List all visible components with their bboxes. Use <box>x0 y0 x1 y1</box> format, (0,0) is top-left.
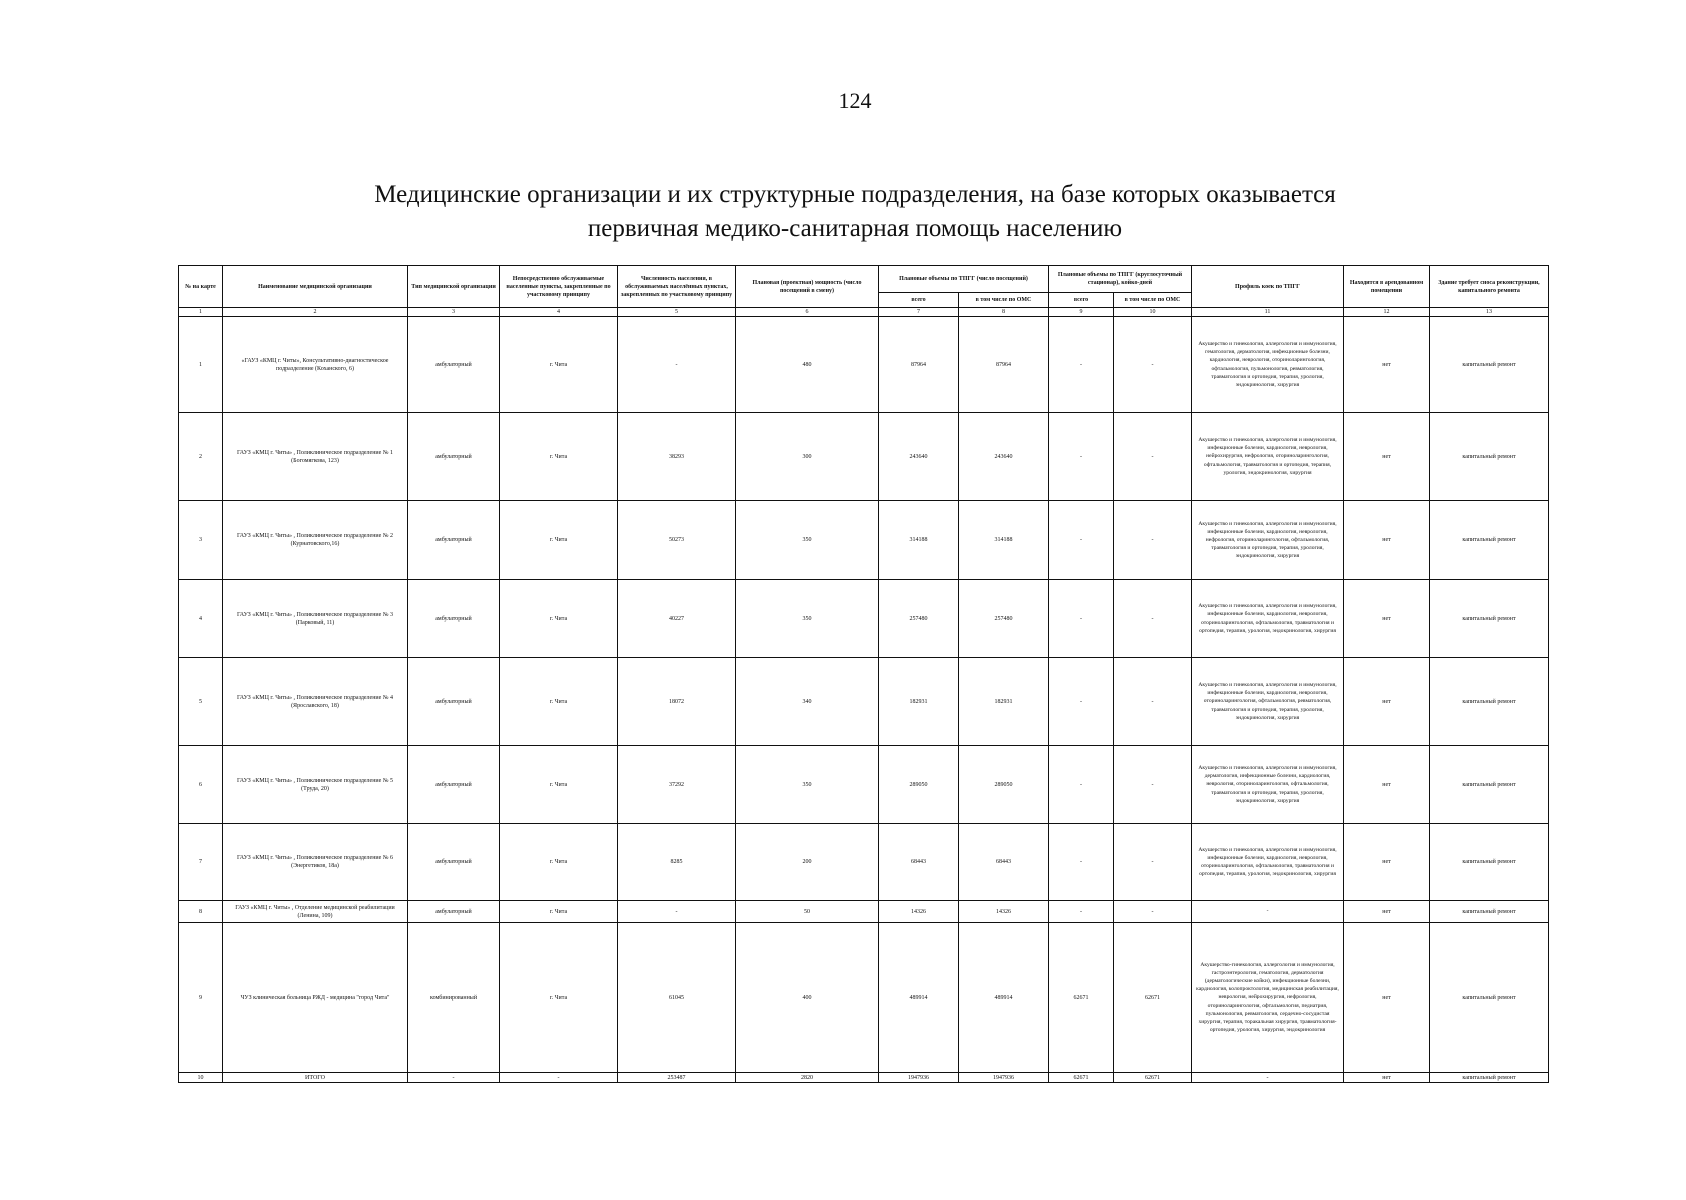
cell-capacity: 480 <box>736 317 879 413</box>
cell-rented: нет <box>1344 501 1430 580</box>
cell-visits-total: 87964 <box>879 317 959 413</box>
cell-capacity: 50 <box>736 901 879 923</box>
col-number: 8 <box>959 308 1049 317</box>
cell-beds-total: - <box>1049 501 1114 580</box>
cell-visits-oms: 257480 <box>959 580 1049 658</box>
header-repair: Здание требует сноса реконструкции, капитального ремонта <box>1430 266 1549 308</box>
cell-repair: капитальный ремонт <box>1430 1073 1549 1083</box>
cell-repair: капитальный ремонт <box>1430 746 1549 824</box>
cell-settlement: г. Чита <box>500 746 618 824</box>
col-number: 4 <box>500 308 618 317</box>
cell-population: - <box>618 901 736 923</box>
cell-beds-total: 62671 <box>1049 923 1114 1073</box>
cell-num: 8 <box>179 901 223 923</box>
cell-rented: нет <box>1344 901 1430 923</box>
cell-visits-total: 68443 <box>879 824 959 901</box>
cell-capacity: 200 <box>736 824 879 901</box>
cell-name: ГАУЗ «КМЦ г. Читы» , Поликлиническое подразделение № 6 (Энергетиков, 18а) <box>223 824 408 901</box>
header-settlements: Непосредственно обслуживаемые населенные пункты, закрепленные по участковому принципу <box>500 266 618 308</box>
cell-beds-oms: - <box>1114 658 1192 746</box>
header-beds-total: всего <box>1049 293 1114 308</box>
header-num: № на карте <box>179 266 223 308</box>
cell-capacity: 340 <box>736 658 879 746</box>
title-line-1: Медицинские организации и их структурные подразделения, на базе которых оказывается <box>374 181 1336 208</box>
col-number: 1 <box>179 308 223 317</box>
cell-repair: капитальный ремонт <box>1430 501 1549 580</box>
cell-repair: капитальный ремонт <box>1430 658 1549 746</box>
table-row <box>179 923 1549 1073</box>
cell-repair: капитальный ремонт <box>1430 413 1549 501</box>
organizations-table <box>178 265 1549 1083</box>
cell-population: 61045 <box>618 923 736 1073</box>
cell-population: 38293 <box>618 413 736 501</box>
cell-profile: Акушерство и гинекология, аллергология и иммунология, инфекционные болезни, кардиология, неврология, нефрология, оториноларингология, офтальмология, травматология и ортопедия, терапия, урология, эндокринология, хирургия <box>1192 501 1344 580</box>
cell-repair: капитальный ремонт <box>1430 580 1549 658</box>
cell-capacity: 400 <box>736 923 879 1073</box>
cell-profile: Акушерство и гинекология, аллергология и иммунология, гематология, дерматология, инфекционные болезни, кардиология, неврология, оториноларингология, офтальмология, пульмонология, ревматология, травматология и ортопедия, терапия, урология, эндокринология, хирургия <box>1192 317 1344 413</box>
cell-beds-total: - <box>1049 580 1114 658</box>
header-visits-group: Плановые объемы по ТПГГ (число посещений) <box>879 266 1049 293</box>
title-line-2: первичная медико-санитарная помощь населению <box>587 215 1123 242</box>
cell-num: 9 <box>179 923 223 1073</box>
header-rented: Находится в арендованном помещении <box>1344 266 1430 308</box>
cell-type: амбулаторный <box>408 746 500 824</box>
cell-type: амбулаторный <box>408 824 500 901</box>
cell-visits-oms: 14326 <box>959 901 1049 923</box>
header-name: Наименование медицинской организации <box>223 266 408 308</box>
cell-beds-oms: - <box>1114 501 1192 580</box>
cell-capacity: 350 <box>736 501 879 580</box>
cell-visits-oms: 314188 <box>959 501 1049 580</box>
cell-num: 1 <box>179 317 223 413</box>
cell-beds-total: - <box>1049 901 1114 923</box>
cell-name: ГАУЗ «КМЦ г. Читы» , Поликлиническое подразделение № 2 (Курнатовского,16) <box>223 501 408 580</box>
cell-population: 253487 <box>618 1073 736 1083</box>
cell-settlement: г. Чита <box>500 413 618 501</box>
document-title <box>0 178 1686 246</box>
cell-settlement: г. Чита <box>500 658 618 746</box>
header-profile: Профиль коек по ТПГГ <box>1192 266 1344 308</box>
header-visits-oms: в том числе по ОМС <box>959 293 1049 308</box>
cell-name: ГАУЗ «КМЦ г. Читы» , Поликлиническое подразделение № 3 (Парковый, 11) <box>223 580 408 658</box>
cell-rented: нет <box>1344 1073 1430 1083</box>
cell-visits-total: 182931 <box>879 658 959 746</box>
cell-name: ГАУЗ «КМЦ г. Читы» , Отделение медицинской реабилитации (Ленина, 109) <box>223 901 408 923</box>
col-number: 11 <box>1192 308 1344 317</box>
col-number: 3 <box>408 308 500 317</box>
cell-type: амбулаторный <box>408 658 500 746</box>
cell-profile: Акушерство и гинекология, аллергология и иммунология, инфекционные болезни, кардиология, неврология, оториноларингология, офтальмология, ревматология, травматология и ортопедия, терапия, урология, эндокринология, хирургия <box>1192 658 1344 746</box>
cell-num: 5 <box>179 658 223 746</box>
cell-beds-oms: - <box>1114 413 1192 501</box>
cell-rented: нет <box>1344 658 1430 746</box>
table-row <box>179 824 1549 901</box>
cell-name: ГАУЗ «КМЦ г. Читы» , Поликлиническое подразделение № 4 (Ярославского, 18) <box>223 658 408 746</box>
cell-visits-oms: 68443 <box>959 824 1049 901</box>
cell-beds-oms: - <box>1114 580 1192 658</box>
cell-visits-total: 14326 <box>879 901 959 923</box>
cell-profile: - <box>1192 1073 1344 1083</box>
cell-num: 3 <box>179 501 223 580</box>
table-row <box>179 658 1549 746</box>
cell-beds-total: - <box>1049 317 1114 413</box>
cell-visits-oms: 87964 <box>959 317 1049 413</box>
cell-settlement: г. Чита <box>500 824 618 901</box>
cell-beds-oms: 62671 <box>1114 1073 1192 1083</box>
cell-visits-total: 1947936 <box>879 1073 959 1083</box>
cell-visits-total: 489914 <box>879 923 959 1073</box>
table-row <box>179 501 1549 580</box>
header-type: Тип медицинской организации <box>408 266 500 308</box>
cell-beds-total: - <box>1049 658 1114 746</box>
cell-type: амбулаторный <box>408 901 500 923</box>
cell-beds-total: - <box>1049 746 1114 824</box>
col-number: 6 <box>736 308 879 317</box>
cell-beds-oms: - <box>1114 824 1192 901</box>
cell-repair: капитальный ремонт <box>1430 923 1549 1073</box>
cell-num: 4 <box>179 580 223 658</box>
organizations-table-container <box>178 265 1548 1083</box>
cell-beds-oms: - <box>1114 317 1192 413</box>
cell-type: амбулаторный <box>408 501 500 580</box>
cell-capacity: 350 <box>736 580 879 658</box>
cell-settlement: г. Чита <box>500 317 618 413</box>
cell-type: амбулаторный <box>408 580 500 658</box>
header-beds-oms: в том числе по ОМС <box>1114 293 1192 308</box>
cell-repair: капитальный ремонт <box>1430 317 1549 413</box>
cell-type: амбулаторный <box>408 317 500 413</box>
cell-name: ГАУЗ «КМЦ г. Читы» , Поликлиническое подразделение № 5 (Труда, 20) <box>223 746 408 824</box>
cell-settlement: - <box>500 1073 618 1083</box>
cell-profile: Акушерство и гинекология, аллергология и иммунология, инфекционные болезни, кардиология, неврология, оториноларингология, офтальмология, травматология и ортопедия, терапия, урология, эндокринология, хирургия <box>1192 824 1344 901</box>
cell-settlement: г. Чита <box>500 923 618 1073</box>
table-row <box>179 746 1549 824</box>
cell-population: 8285 <box>618 824 736 901</box>
cell-visits-total: 289050 <box>879 746 959 824</box>
cell-beds-oms: 62671 <box>1114 923 1192 1073</box>
col-number: 7 <box>879 308 959 317</box>
table-row <box>179 901 1549 923</box>
cell-repair: капитальный ремонт <box>1430 824 1549 901</box>
cell-name: ГАУЗ «КМЦ г. Читы» , Поликлиническое подразделение № 1 (Богомягкова, 123) <box>223 413 408 501</box>
cell-visits-oms: 489914 <box>959 923 1049 1073</box>
cell-type: амбулаторный <box>408 413 500 501</box>
cell-profile: Акушерство-гинекология, аллергология и иммунология, гастроэнтерология, гематология, дерматология (дерматологические койки), инфекционные болезни, кардиология, колопроктология, медицинская реабилитация, неврология, нейрохирургия, нефрология, оториноларингология, офтальмология, педиатрия, пульмонология, ревматология, сердечно-сосудистая хирургия, терапия, торакальная хирургия, травматология-ортопедия, урология, хирургия, эндокринология <box>1192 923 1344 1073</box>
cell-settlement: г. Чита <box>500 580 618 658</box>
table-row <box>179 317 1549 413</box>
table-row <box>179 413 1549 501</box>
cell-capacity: 300 <box>736 413 879 501</box>
cell-num: 10 <box>179 1073 223 1083</box>
cell-profile: Акушерство и гинекология, аллергология и иммунология, дерматология, инфекционные болезни, кардиология, неврология, оториноларингология, офтальмология, травматология и ортопедия, терапия, урология, эндокринология, хирургия <box>1192 746 1344 824</box>
column-number-row <box>179 308 1549 317</box>
cell-profile: - <box>1192 901 1344 923</box>
cell-num: 7 <box>179 824 223 901</box>
cell-settlement: г. Чита <box>500 901 618 923</box>
header-row <box>179 266 1549 293</box>
header-visits-total: всего <box>879 293 959 308</box>
cell-beds-oms: - <box>1114 901 1192 923</box>
cell-name: «ГАУЗ «КМЦ г. Читы», Консультативно-диагностическое подразделение (Коханского, 6) <box>223 317 408 413</box>
cell-population: 50273 <box>618 501 736 580</box>
cell-capacity: 350 <box>736 746 879 824</box>
cell-visits-total: 257480 <box>879 580 959 658</box>
col-number: 9 <box>1049 308 1114 317</box>
cell-population: 18072 <box>618 658 736 746</box>
col-number: 13 <box>1430 308 1549 317</box>
total-row <box>179 1073 1549 1083</box>
cell-name: ЧУЗ клиническая больница РЖД - медицина "город Чита" <box>223 923 408 1073</box>
cell-beds-oms: - <box>1114 746 1192 824</box>
cell-repair: капитальный ремонт <box>1430 901 1549 923</box>
cell-rented: нет <box>1344 317 1430 413</box>
cell-settlement: г. Чита <box>500 501 618 580</box>
cell-rented: нет <box>1344 413 1430 501</box>
cell-profile: Акушерство и гинекология, аллергология и иммунология, инфекционные болезни, кардиология, неврология, оториноларингология, офтальмология, травматология и ортопедия, терапия, урология, эндокринология, хирургия <box>1192 580 1344 658</box>
cell-type: комбинированный <box>408 923 500 1073</box>
cell-rented: нет <box>1344 923 1430 1073</box>
cell-beds-total: 62671 <box>1049 1073 1114 1083</box>
col-number: 10 <box>1114 308 1192 317</box>
col-number: 2 <box>223 308 408 317</box>
cell-beds-total: - <box>1049 413 1114 501</box>
col-number: 12 <box>1344 308 1430 317</box>
cell-type: - <box>408 1073 500 1083</box>
cell-population: 37292 <box>618 746 736 824</box>
cell-num: 2 <box>179 413 223 501</box>
cell-visits-total: 314188 <box>879 501 959 580</box>
cell-visits-total: 243640 <box>879 413 959 501</box>
cell-visits-oms: 289050 <box>959 746 1049 824</box>
cell-population: - <box>618 317 736 413</box>
cell-beds-total: - <box>1049 824 1114 901</box>
cell-num: 6 <box>179 746 223 824</box>
cell-rented: нет <box>1344 580 1430 658</box>
cell-rented: нет <box>1344 824 1430 901</box>
cell-rented: нет <box>1344 746 1430 824</box>
header-population: Численность населения, в обслуживаемых населённых пунктах, закрепленных по участковому принципу <box>618 266 736 308</box>
cell-profile: Акушерство и гинекология, аллергология и иммунология, инфекционные болезни, кардиология, неврология, нейрохирургия, нефрология, оториноларингология, офтальмология, травматология и ортопедия, терапия, урология, эндокринология, хирургия <box>1192 413 1344 501</box>
table-row <box>179 580 1549 658</box>
cell-visits-oms: 1947936 <box>959 1073 1049 1083</box>
cell-visits-oms: 243640 <box>959 413 1049 501</box>
col-number: 5 <box>618 308 736 317</box>
cell-population: 40227 <box>618 580 736 658</box>
header-capacity: Плановая (проектная) мощность (число посещений в смену) <box>736 266 879 308</box>
cell-name: ИТОГО <box>223 1073 408 1083</box>
cell-visits-oms: 182931 <box>959 658 1049 746</box>
cell-capacity: 2820 <box>736 1073 879 1083</box>
header-beds-group: Плановые объемы по ТПГГ (круглосуточный стационар), койко-дней <box>1049 266 1192 293</box>
page-number: 124 <box>838 88 872 113</box>
